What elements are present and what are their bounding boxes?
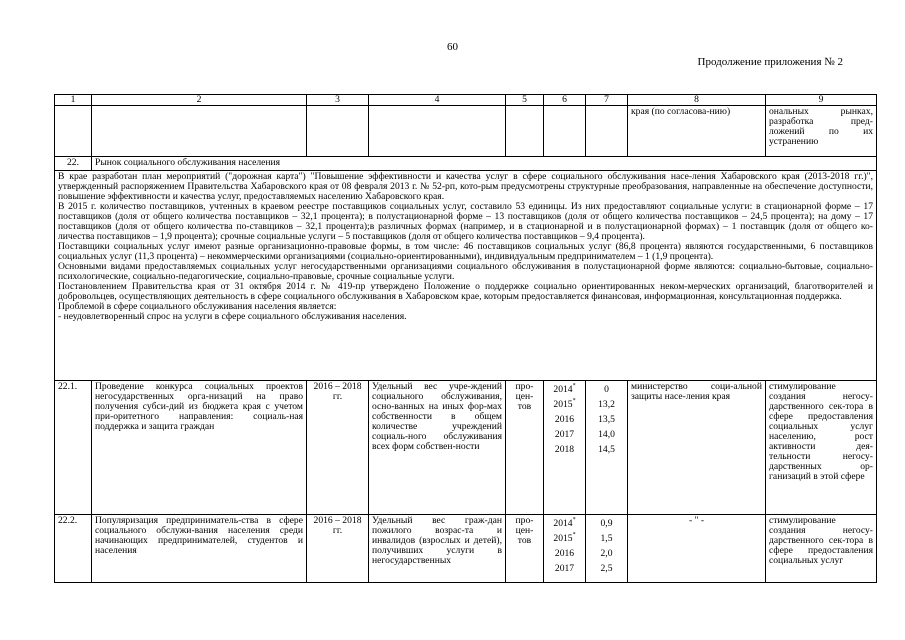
column-number: 4 (369, 95, 506, 106)
year-item: 2016 (554, 548, 575, 559)
column-number-row (55, 95, 877, 106)
year-item: 2016 (554, 414, 575, 425)
description-paragraph: Поставщики социальных услуг имеют разные организационно-правовые формы, в том числе: 46 поставщиков социальных услуг (86,8 процента) являются государственными, 6 поставщиков социальных услуг (11,3 процента) – некоммерческими организациями (социально-ориентированными), индивидуальным предпринимателем – 1 (1,9 процента). (58, 241, 873, 262)
continued-responsible: края (по согласова-нию) (628, 106, 766, 157)
description-paragraph: В крае разработан план мероприятий ("дорожная карта") "Повышение эффективности и качества услуг в сфере социального обслуживания насе-ления Хабаровского края (2013-2018 гг.)", утвержденный распоряжением Правительства Хабаровского края от 08 февраля 2013 г. № 52-рп, кото-рым предусмотрены структурные преобразования, направленные на обеспечение доступности, повышение эффективности и качества услуг, предоставляемых населению Хабаровского края. (58, 171, 873, 202)
year-item: 2015* (553, 532, 576, 544)
row-number: 22.2. (55, 515, 92, 583)
description-paragraph: - неудовлетворенный спрос на услуги в сфере социального обслуживания населения. (58, 311, 407, 322)
section-header-row (55, 157, 877, 171)
section-description-row (55, 171, 877, 381)
continued-result: ональных рынках, разработка пред-ложений по их устранению (766, 106, 877, 157)
description-paragraph: В 2015 г. количество поставщиков, учтенных в краевом реестре поставщиков социальных услуг, составило 53 единицы. Из них предоставляют социальные услуги: в стационарной форме – 17 поставщиков (доля от общего количества поставщиков – 32,1 процента); в полустационарной форме – 13 поставщиков (доля от общего количества поставщиков – 24,5 процента); на дому – 17 поставщиков (доля от общего количества по-ставщиков – 32,1 процента);в различных формах (например, и в стационарной и в полустационарной формах) – 1 поставщик (доля от общего ко-личества поставщиков – 1,9 процента); срочные социальные услуги – 5 поставщиков (доля от общего количества поставщиков – 9,4 процента). (58, 201, 873, 242)
value-item: 14,5 (598, 444, 615, 455)
table-row (55, 515, 877, 583)
column-number: 8 (628, 95, 766, 106)
value-item: 14,0 (598, 429, 615, 440)
years-list (544, 515, 586, 583)
year-item: 2018 (554, 444, 575, 455)
expected-result: стимулирование создания негосу-дарственного сек-тора в сфере предоставления социальных услуг населению, рост активности дея-тельности негосу-дарственных ор-ганизаций в этой сфере (766, 381, 877, 515)
section-description (55, 171, 877, 381)
page-number: 60 (447, 41, 458, 53)
values-list (586, 381, 628, 515)
column-number: 5 (506, 95, 544, 106)
values-list (586, 515, 628, 583)
column-number: 3 (307, 95, 369, 106)
year-item: 2014* (553, 517, 576, 529)
row-number: 22.1. (55, 381, 92, 515)
section-number: 22. (55, 157, 92, 171)
event-name: Популяризация предприниматель-ства в сфере социального обслужи-вания населения среди начинающих предпринимателей, студентов и населения (92, 515, 307, 583)
column-number: 9 (766, 95, 877, 106)
appendix-heading: Продолжение приложения № 2 (697, 56, 843, 68)
value-item: 0 (604, 384, 609, 395)
table-row (55, 381, 877, 515)
measures-table (54, 94, 877, 583)
continued-row (55, 106, 877, 157)
year-item: 2017 (554, 429, 575, 440)
column-number: 2 (92, 95, 307, 106)
indicator: Удельный вес граж-дан пожилого возрас-та и инвалидов (взрослых и детей), получивших услуги в негосударственных (369, 515, 506, 583)
period: 2016 – 2018 гг. (307, 381, 369, 515)
expected-result: стимулирование создания негосу-дарственного сек-тора в сфере предоставления социальных услуг (766, 515, 877, 583)
indicator: Удельный вес учре-ждений социального обслуживания, осно-ванных на иных фор-мах собственности в общем количестве учреждений социаль-ного обслуживания всех форм собствен-ности (369, 381, 506, 515)
description-paragraph: Основными видами предоставляемых социальных услуг негосударственными организациями социального обслуживания в полустационарной форме являются: социально-бытовые, социально-психологические, социально-педагогические, социально-правовые, срочные социальные услуги. (58, 261, 873, 282)
description-paragraph: Постановлением Правительства края от 31 октября 2014 г. № 419-пр утверждено Положение о поддержке социально ориентированных неком-мерческих организаций, благотворителей и добровольцев, осуществляющих деятельность в сфере социального обслуживания в Хабаровском крае, которым предоставляется финансовая, информационная, консультационная поддержка. (58, 281, 873, 302)
year-item: 2017 (554, 563, 575, 574)
year-item: 2014* (553, 383, 576, 395)
value-item: 2,5 (600, 563, 613, 574)
value-item: 13,2 (598, 399, 615, 410)
value-item: 2,0 (600, 548, 613, 559)
responsible: министерство соци-альной защиты насе-ления края (628, 381, 766, 515)
year-item: 2015* (553, 398, 576, 410)
value-item: 0,9 (600, 518, 613, 529)
responsible: - " - (628, 515, 766, 583)
description-paragraph: Проблемой в сфере социального обслуживания населения является: (58, 301, 337, 312)
column-number: 6 (544, 95, 586, 106)
value-item: 1,5 (600, 533, 613, 544)
period: 2016 – 2018 гг. (307, 515, 369, 583)
column-number: 7 (586, 95, 628, 106)
value-item: 13,5 (598, 414, 615, 425)
years-list (544, 381, 586, 515)
unit: про-цен-тов (506, 515, 544, 583)
event-name: Проведение конкурса социальных проектов негосударственных орга-низаций на право получения субси-дий из бюджета края с учетом при-оритетного направления: социаль-ная поддержка и защита граждан (92, 381, 307, 515)
unit: про-цен-тов (506, 381, 544, 515)
column-number: 1 (55, 95, 92, 106)
section-title: Рынок социального обслуживания населения (92, 157, 877, 171)
